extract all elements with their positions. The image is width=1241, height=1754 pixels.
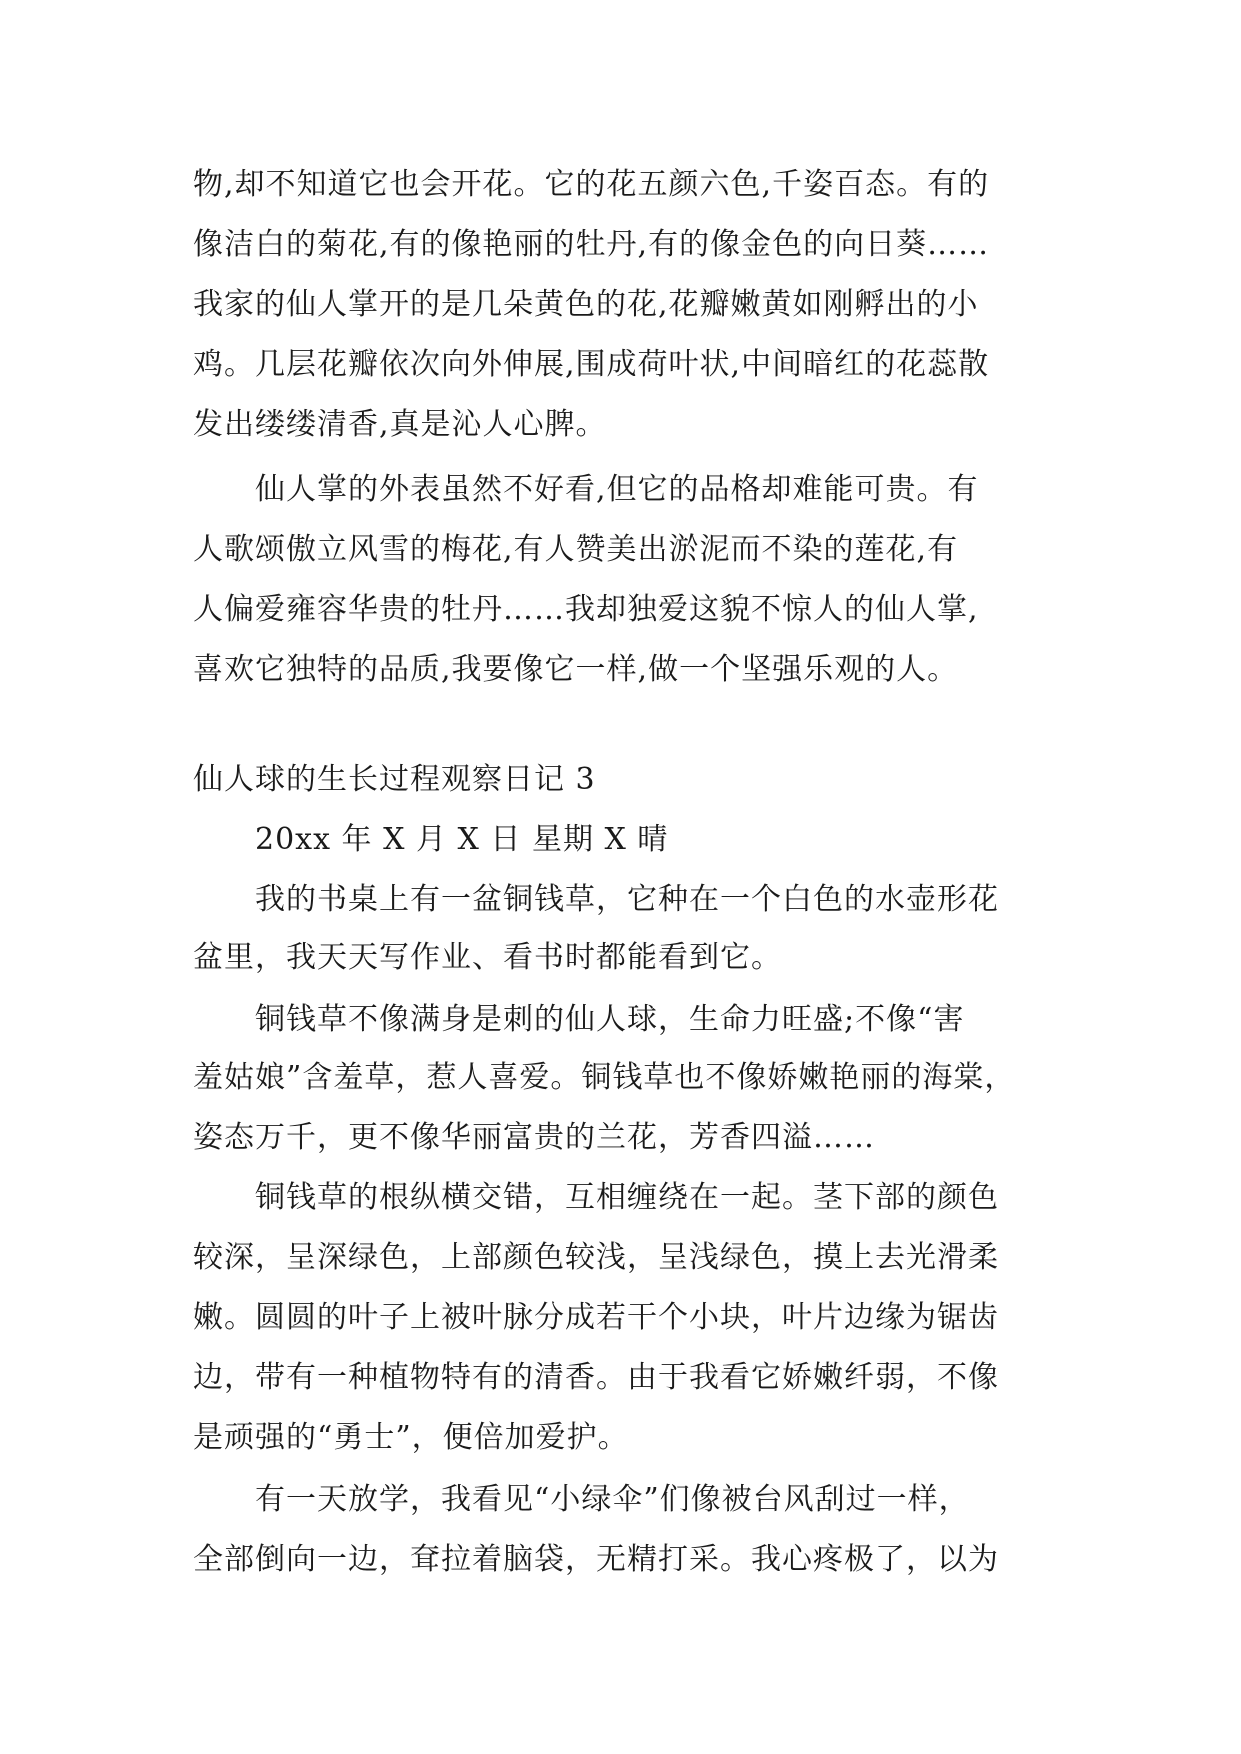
text-line: 姿态万千，更不像华丽富贵的兰花，芳香四溢…… xyxy=(193,1120,875,1155)
text-line: 铜钱草的根纵横交错，互相缠绕在一起。茎下部的颜色 xyxy=(193,1180,999,1215)
text-line: 喜欢它独特的品质,我要像它一样,做一个坚强乐观的人。 xyxy=(193,652,959,687)
text-line: 铜钱草不像满身是刺的仙人球，生命力旺盛;不像“害 xyxy=(193,1002,965,1037)
text-line: 鸡。几层花瓣依次向外伸展,围成荷叶状,中间暗红的花蕊散 xyxy=(193,347,990,382)
text-line: 盆里，我天天写作业、看书时都能看到它。 xyxy=(193,940,782,975)
text-line: 像洁白的菊花,有的像艳丽的牡丹,有的像金色的向日葵…… xyxy=(193,227,990,262)
text-line: 我的书桌上有一盆铜钱草，它种在一个白色的水壶形花 xyxy=(193,882,999,917)
text-line: 羞姑娘”含羞草，惹人喜爱。铜钱草也不像娇嫩艳丽的海棠， xyxy=(193,1060,1016,1095)
diary-date-line: 20xx 年 X 月 X 日 星期 X 晴 xyxy=(193,822,669,857)
text-line: 嫩。圆圆的叶子上被叶脉分成若干个小块，叶片边缘为锯齿 xyxy=(193,1300,999,1335)
text-line: 较深，呈深绿色，上部颜色较浅，呈浅绿色，摸上去光滑柔 xyxy=(193,1240,999,1275)
text-line: 发出缕缕清香,真是沁人心脾。 xyxy=(193,407,607,442)
text-line: 物,却不知道它也会开花。它的花五颜六色,千姿百态。有的 xyxy=(193,167,990,202)
text-line: 有一天放学，我看见“小绿伞”们像被台风刮过一样， xyxy=(193,1482,970,1517)
text-line: 边，带有一种植物特有的清香。由于我看它娇嫩纤弱，不像 xyxy=(193,1360,999,1395)
text-line: 我家的仙人掌开的是几朵黄色的花,花瓣嫩黄如刚孵出的小 xyxy=(193,287,979,322)
text-line: 仙人掌的外表虽然不好看,但它的品格却难能可贵。有 xyxy=(193,472,979,507)
section-heading: 仙人球的生长过程观察日记 3 xyxy=(193,762,596,797)
text-line: 人歌颂傲立风雪的梅花,有人赞美出淤泥而不染的莲花,有 xyxy=(193,532,959,567)
text-line: 人偏爱雍容华贵的牡丹……我却独爱这貌不惊人的仙人掌, xyxy=(193,592,979,627)
text-line: 全部倒向一边，耷拉着脑袋，无精打采。我心疼极了，以为 xyxy=(193,1542,999,1577)
text-line: 是顽强的“勇士”，便倍加爱护。 xyxy=(193,1420,629,1455)
